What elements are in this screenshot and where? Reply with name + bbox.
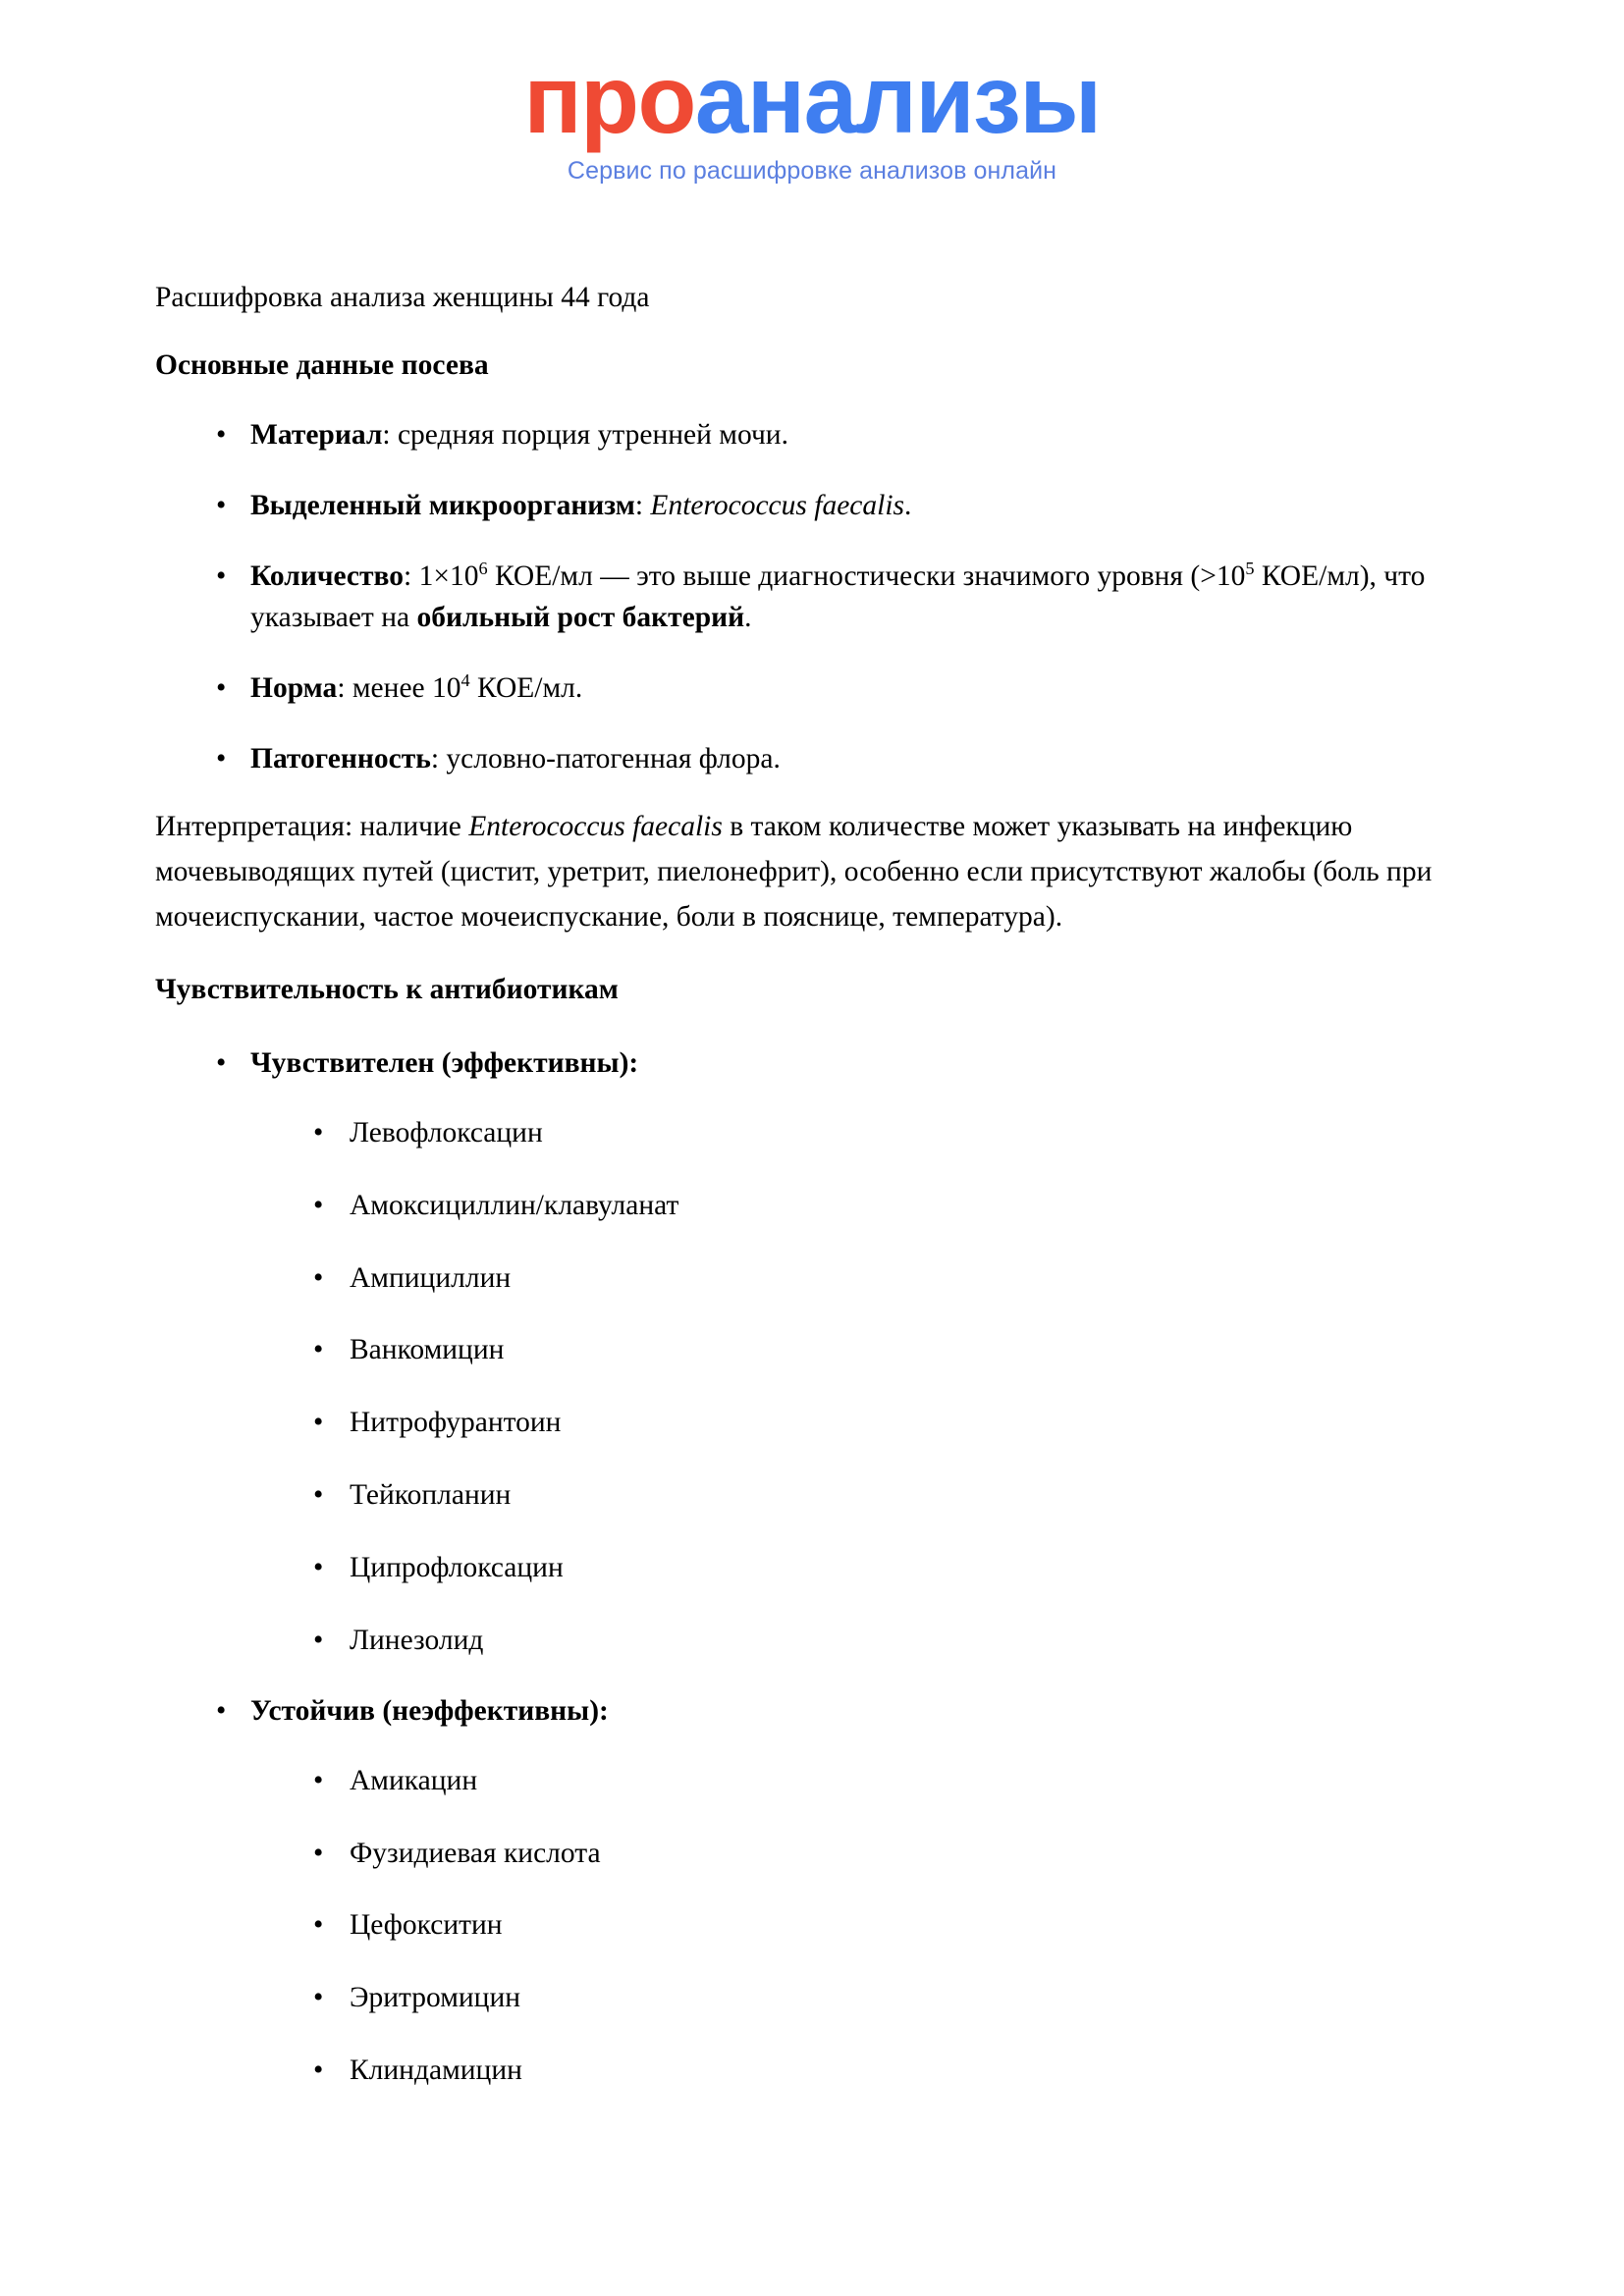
list-item (250, 1475, 1471, 1517)
bullet-icon: • (313, 1764, 324, 1796)
threshold-exponent: 5 (1245, 559, 1255, 579)
item-label: Патогенность (250, 742, 431, 774)
list-item (250, 1834, 1471, 1875)
item-separator: : (634, 490, 651, 522)
document-body (155, 278, 1471, 2117)
antibiotic-name: Амикацин (350, 1764, 478, 1796)
list-item (250, 1258, 1471, 1300)
antibiotic-name: Нитрофурантоин (350, 1407, 562, 1439)
item-tail: . (744, 601, 752, 633)
group-label-resistant: Устойчив (неэффективны) (250, 1694, 600, 1727)
bullet-icon: • (313, 1982, 324, 2014)
list-item (250, 1403, 1471, 1444)
group-label-sensitive: Чувствителен (эффективны) (250, 1046, 629, 1079)
item-text: средняя порция утренней мочи. (397, 419, 788, 452)
group-separator: : (628, 1046, 639, 1079)
bullet-icon: • (216, 671, 227, 704)
count-text-b: КОЕ/мл — это выше диагностически значимого уровня (>10 (487, 560, 1246, 592)
interpretation-paragraph (155, 805, 1471, 939)
sensitive-antibiotics-list (250, 1113, 1471, 1662)
bullet-icon: • (313, 1116, 324, 1148)
bullet-icon: • (313, 1334, 324, 1366)
list-item (250, 2051, 1471, 2092)
bullet-icon: • (313, 1624, 324, 1656)
list-item (250, 1978, 1471, 2019)
list-item (250, 1330, 1471, 1371)
item-label: Количество (250, 560, 404, 592)
heading-antibiotic-sensitivity: Чувствительность к антибиотикам (155, 973, 619, 1005)
list-item (250, 1548, 1471, 1589)
list-item-sensitive-group (155, 1043, 1471, 1662)
bullet-icon: • (216, 490, 227, 522)
bullet-icon: • (313, 1479, 324, 1512)
list-item (155, 415, 1471, 456)
antibiotic-name: Левофлоксацин (350, 1116, 543, 1148)
list-item (155, 486, 1471, 527)
intro-paragraph: Расшифровка анализа женщины 44 года (155, 282, 650, 313)
norm-text: менее 10 (352, 671, 461, 704)
list-item (155, 557, 1471, 639)
bullet-icon: • (216, 419, 227, 452)
antibiotic-name: Эритромицин (350, 1982, 521, 2014)
bullet-icon: • (313, 1189, 324, 1221)
bullet-icon: • (216, 560, 227, 592)
bullet-icon: • (313, 1552, 324, 1583)
antibiotic-name: Фузидиевая кислота (350, 1837, 601, 1869)
antibiotic-name: Клиндамицин (350, 2055, 522, 2087)
count-value: 1×10 (418, 560, 479, 592)
interpretation-lead: Интерпретация: наличие (155, 811, 469, 843)
item-separator: : (403, 560, 419, 592)
bullet-icon: • (313, 1837, 324, 1869)
count-text-c: КОЕ/мл), что указывает на (250, 560, 1426, 633)
logo-tagline: Сервис по расшифровке анализов онлайн (567, 157, 1057, 185)
list-item (155, 668, 1471, 710)
antibiotic-name: Ванкомицин (350, 1334, 505, 1366)
antibiotic-name: Ампициллин (350, 1261, 512, 1294)
interpretation-rest: в таком количестве может указывать на инфекцию мочевыводящих путей (цистит, уретрит, пиелонефрит), особенно если присутствуют жалобы (боль при мочеиспускании, частое мочеиспускание, боли в пояснице, температура). (155, 811, 1433, 933)
item-text: условно-патогенная флора. (446, 742, 781, 774)
norm-exponent: 4 (460, 669, 470, 690)
growth-emphasis: обильный рост бактерий (416, 601, 745, 633)
antibiotic-name: Тейкопланин (350, 1479, 512, 1512)
antibiotic-groups-list (155, 1043, 1471, 2092)
antibiotic-name: Амоксициллин/клавуланат (350, 1189, 679, 1221)
logo-text-red: про (523, 45, 695, 153)
item-label: Выделенный микроорганизм (250, 490, 635, 522)
bullet-icon: • (313, 1407, 324, 1439)
bullet-icon: • (216, 1694, 227, 1727)
bullet-icon: • (313, 1261, 324, 1294)
list-item-resistant-group (155, 1691, 1471, 2092)
bullet-icon: • (216, 1046, 227, 1079)
antibiotic-name: Линезолид (350, 1624, 484, 1656)
page-header (0, 0, 1624, 186)
organism-name: Enterococcus faecalis (468, 811, 723, 843)
item-separator: : (382, 419, 398, 452)
list-item (250, 1905, 1471, 1947)
site-logo[interactable] (0, 45, 1624, 153)
bullet-icon: • (313, 2055, 324, 2087)
logo-text-blue: анализы (694, 45, 1101, 153)
resistant-antibiotics-list (250, 1761, 1471, 2092)
antibiotic-name: Ципрофлоксацин (350, 1552, 564, 1583)
list-item (250, 1621, 1471, 1662)
list-item (250, 1186, 1471, 1227)
list-item (250, 1761, 1471, 1802)
antibiotic-name: Цефокситин (350, 1909, 503, 1942)
bullet-icon: • (216, 742, 227, 774)
heading-main-data: Основные данные посева (155, 348, 489, 381)
count-exponent: 6 (478, 559, 488, 579)
group-separator: : (599, 1694, 609, 1727)
norm-units: КОЕ/мл. (469, 671, 583, 704)
bullet-icon: • (313, 1909, 324, 1942)
item-separator: : (337, 671, 352, 704)
list-item (250, 1113, 1471, 1154)
item-label: Материал (250, 419, 383, 452)
organism-name: Enterococcus faecalis (650, 490, 905, 522)
item-tail: . (904, 490, 912, 522)
item-separator: : (430, 742, 447, 774)
item-label: Норма (250, 671, 338, 704)
main-data-list (155, 415, 1471, 779)
list-item (155, 739, 1471, 780)
